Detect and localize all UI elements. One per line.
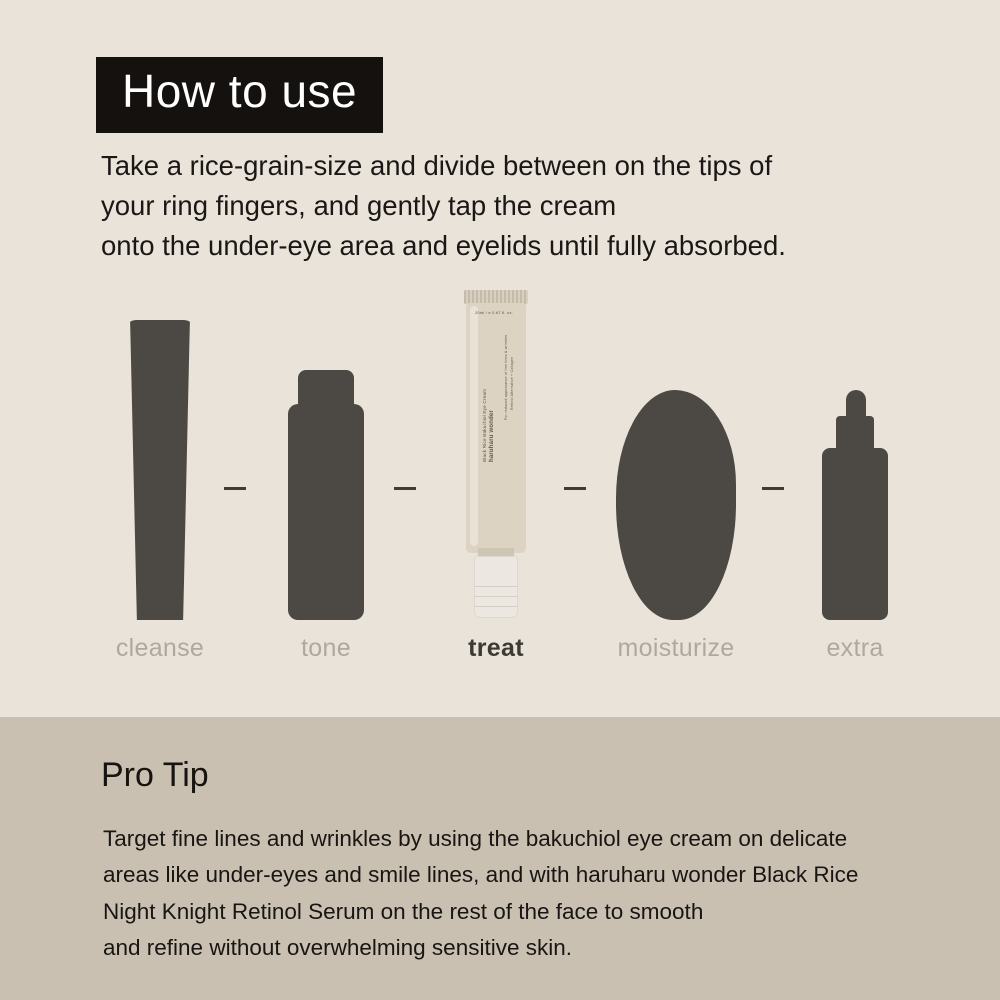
step-separator xyxy=(394,487,416,490)
intro-line: your ring fingers, and gently tap the cream xyxy=(101,189,617,221)
routine-step-label: extra xyxy=(826,634,884,662)
page-title: How to use xyxy=(122,65,358,117)
toner-bottle-icon xyxy=(246,290,406,620)
step-separator xyxy=(564,487,586,490)
intro-paragraph xyxy=(101,146,921,266)
pro-tip-section xyxy=(0,717,1000,1000)
product-volume: 20ml / e 0.67 fl. oz. xyxy=(475,310,513,315)
pro-tip-line: Night Knight Retinol Serum on the rest of the face to smooth xyxy=(103,898,704,924)
product-claim-primary: For reduced appearance of fine lines & wrinkles xyxy=(504,334,508,420)
pro-tip-line: areas like under-eyes and smile lines, and with haruharu wonder Black Rice xyxy=(103,862,859,888)
routine-step-label: moisturize xyxy=(617,634,735,662)
step-separator xyxy=(224,487,246,490)
eye-cream-tube-icon xyxy=(416,290,576,620)
routine-step-label: cleanse xyxy=(115,634,205,662)
cream-blob-icon xyxy=(596,290,756,620)
routine-step-cleanse xyxy=(80,290,240,710)
routine-steps xyxy=(0,290,1000,710)
serum-dropper-icon xyxy=(775,290,935,620)
routine-step-extra xyxy=(775,290,935,710)
pro-tip-line: Target fine lines and wrinkles by using the bakuchiol eye cream on delicate xyxy=(103,826,848,851)
pro-tip-line: and refine without overwhelming sensitive skin. xyxy=(103,935,572,961)
header-band xyxy=(96,57,383,133)
tube-icon xyxy=(80,290,240,620)
product-brand: haruharu wonder xyxy=(489,409,495,462)
routine-step-tone xyxy=(246,290,406,710)
intro-line: Take a rice-grain-size and divide between on the tips of xyxy=(101,150,773,181)
product-claim-secondary: Retinol Alternative + Collagen xyxy=(510,356,514,410)
routine-step-moisturize xyxy=(596,290,756,710)
pro-tip-body xyxy=(103,821,923,967)
product-name: Black Rice Bakuchiol Eye Cream xyxy=(482,388,487,462)
routine-step-label: tone xyxy=(301,634,351,662)
pro-tip-title: Pro Tip xyxy=(101,756,209,794)
routine-step-label: treat xyxy=(468,634,524,662)
routine-step-treat xyxy=(416,290,576,710)
intro-line: onto the under-eye area and eyelids until fully absorbed. xyxy=(101,229,786,261)
